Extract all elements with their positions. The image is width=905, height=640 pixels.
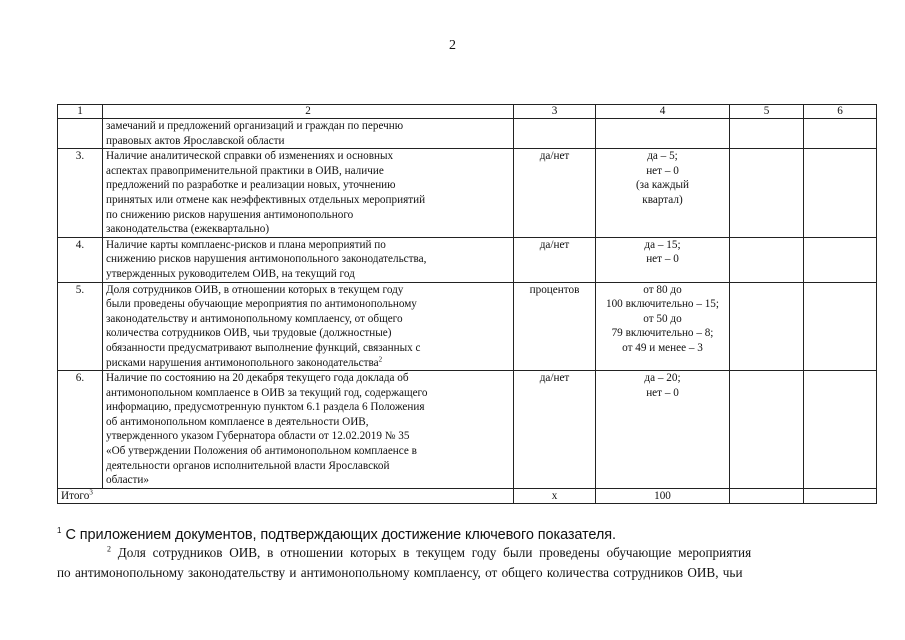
description-line [106,297,510,312]
indicator-description-cell [103,371,514,489]
total-row [58,488,877,504]
column-6-cell [804,237,877,282]
criteria-cell [596,371,730,489]
description-text: правовых актов Ярославской области [106,134,285,147]
description-text: антимонопольном комплаенсе в ОИВ за текущий год, содержащего [106,386,428,399]
description-line [106,267,510,282]
description-text: законодательства (ежеквартально) [106,223,270,236]
unit-cell: да/нет [514,149,596,238]
description-text: «Об утверждении Положения об антимонопольном комплаенсе в [106,445,417,458]
total-label-cell [58,488,514,504]
footnote-ref: 2 [378,354,383,363]
description-text: об антимонопольном комплаенсе в деятельности ОИВ, [106,415,369,428]
footnote-ref: 3 [89,488,93,497]
description-line [106,312,510,327]
criteria-line: от 80 до [643,283,682,296]
description-text: аспектах правоприменительной практики в ОИВ, наличие [106,164,384,177]
description-line [106,149,510,164]
description-text: Наличие аналитической справки об изменениях и основных [106,150,394,163]
criteria-line: нет – 0 [646,164,679,177]
description-text: законодательству и антимонопольному комплаенсу, от общего [106,312,403,325]
header-cell: 6 [804,105,877,119]
description-text: замечаний и предложений организаций и граждан по перечню [106,120,404,132]
description-line [106,222,510,237]
row-number-cell [58,119,103,149]
description-line [106,341,510,356]
row-number-cell: 5. [58,282,103,371]
description-line [106,134,510,149]
page-number: 2 [449,38,456,53]
column-6-cell [804,119,877,149]
description-line [106,386,510,401]
criteria-line: от 49 и менее – 3 [622,341,703,354]
indicators-table [57,104,877,504]
description-line [106,429,510,444]
description-line [106,252,510,267]
description-text: обязанности предусматривают выполнение функций, связанных с [106,341,421,354]
unit-cell [514,119,596,149]
criteria-line: нет – 0 [646,386,679,399]
unit-cell: да/нет [514,371,596,489]
description-text: по снижению рисков нарушения антимонопольного [106,208,354,221]
description-text: Наличие карты комплаенс-рисков и плана мероприятий по [106,238,386,251]
description-text: предложений по разработке и реализации новых, уточнению [106,179,396,192]
unit-cell: да/нет [514,237,596,282]
description-line [106,178,510,193]
description-text: области» [106,474,149,487]
criteria-cell [596,149,730,238]
description-line [106,208,510,223]
column-5-cell [730,282,804,371]
criteria-line: нет – 0 [646,253,679,266]
criteria-cell [596,119,730,149]
footnote-mark: 2 [107,544,111,554]
header-cell: 4 [596,105,730,119]
column-5-cell [730,488,804,504]
criteria-line: 79 включительно – 8; [611,327,714,340]
description-line [106,193,510,208]
description-line [106,238,510,253]
description-text: информацию, предусмотренную пунктом 6.1 раздела 6 Положения [106,401,425,414]
indicator-description-cell [103,119,514,149]
description-text: рисками нарушения антимонопольного законодательства [106,356,379,369]
description-text: были проведены обучающие мероприятия по антимонопольному [106,298,417,311]
description-line [106,119,510,134]
description-line [106,283,510,298]
criteria-line: от 50 до [643,312,682,325]
criteria-line: 100 включительно – 15; [605,298,720,311]
description-line [106,356,510,371]
criteria-line: квартал) [642,193,683,206]
criteria-line: (за каждый [635,179,690,192]
indicator-description-cell [103,282,514,371]
column-6-cell [804,488,877,504]
column-6-cell [804,371,877,489]
description-line [106,371,510,386]
unit-cell: процентов [514,282,596,371]
criteria-line: да – 15; [644,238,681,251]
description-line [106,444,510,459]
column-5-cell [730,119,804,149]
header-cell: 1 [58,105,103,119]
header-cell: 5 [730,105,804,119]
description-line [106,415,510,430]
column-5-cell [730,149,804,238]
table-header-row [58,105,877,119]
table-row [58,282,877,371]
header-cell: 2 [103,105,514,119]
description-line [106,473,510,488]
criteria-line: да – 5; [647,150,678,163]
total-label: Итого [61,489,90,502]
row-number-cell: 4. [58,237,103,282]
description-text: снижению рисков нарушения антимонопольного законодательства, [106,253,427,266]
footnote-1 [57,527,847,543]
footnote-mark: 1 [57,526,62,536]
row-number-cell: 6. [58,371,103,489]
description-text: количества сотрудников ОИВ, чьи трудовые (должностные) [106,327,392,340]
table-row [58,149,877,238]
row-number-cell: 3. [58,149,103,238]
description-text: деятельности органов исполнительной власти Ярославской [106,459,390,472]
description-text: Доля сотрудников ОИВ, в отношении которых в текущем году [106,283,404,296]
table-row [58,371,877,489]
description-line [106,459,510,474]
criteria-cell [596,282,730,371]
column-6-cell [804,282,877,371]
footnote-2-line-1 [57,545,847,561]
column-5-cell [730,371,804,489]
criteria-line: да – 20; [644,372,681,385]
table-row [58,119,877,149]
description-text: утвержденных руководителем ОИВ, на текущий год [106,267,355,280]
header-cell: 3 [514,105,596,119]
description-text: принятых или отмене как неэффективных отдельных мероприятий [106,193,426,206]
column-5-cell [730,237,804,282]
indicator-description-cell [103,149,514,238]
indicator-description-cell [103,237,514,282]
footnote-2-line-2: по антимонопольному законодательству и антимонопольному комплаенсу, от общего количества сотрудников ОИВ, чьи [57,565,743,580]
description-text: Наличие по состоянию на 20 декабря текущего года доклада об [106,372,409,385]
criteria-cell [596,237,730,282]
description-text: утвержденного указом Губернатора области от 12.02.2019 № 35 [106,430,410,443]
footnote-text: Доля сотрудников ОИВ, в отношении которых в текущем году были проведены обучающие мероприятия [117,545,752,560]
footnote-text: С приложением документов, подтверждающих достижение ключевого показателя. [65,527,616,543]
total-unit-cell: х [514,488,596,504]
table-row [58,237,877,282]
total-value-cell: 100 [596,488,730,504]
description-line [106,326,510,341]
description-line [106,400,510,415]
description-line [106,164,510,179]
column-6-cell [804,149,877,238]
